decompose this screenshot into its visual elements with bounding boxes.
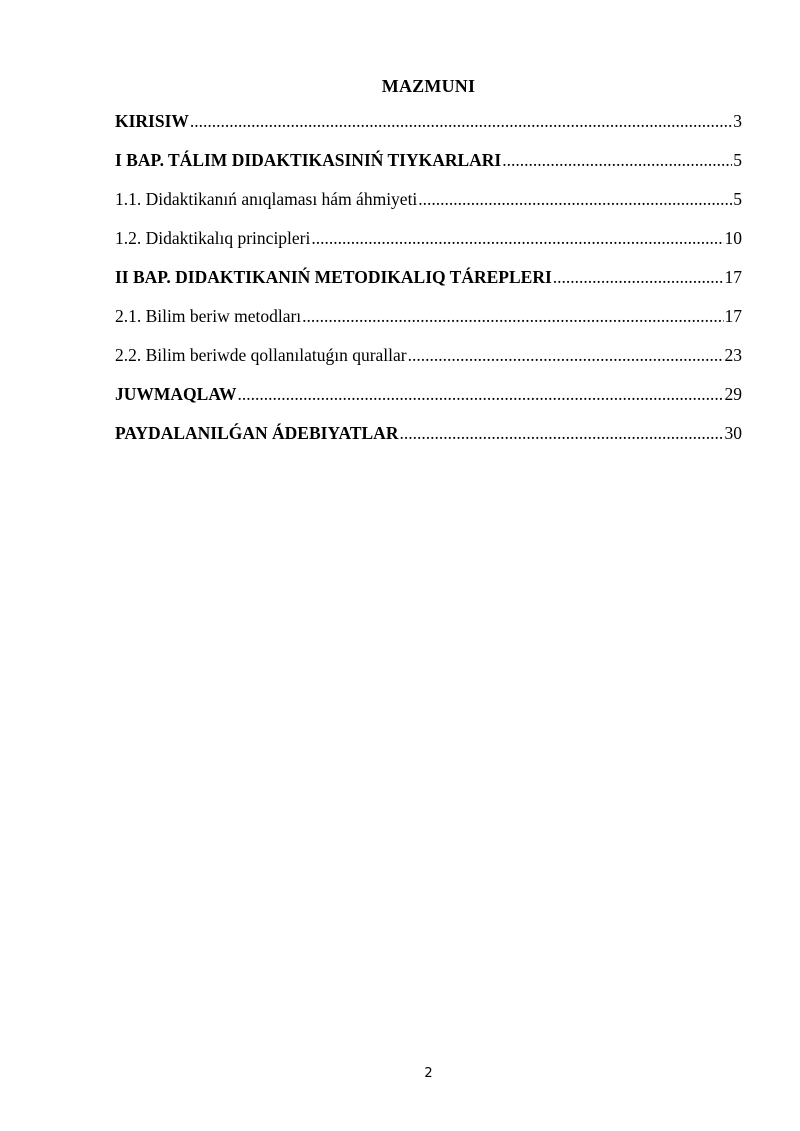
table-of-contents (115, 108, 742, 459)
toc-entry-page: 5 (733, 189, 742, 209)
toc-dot-leader (190, 108, 732, 134)
toc-entry-page: 23 (724, 345, 742, 365)
toc-entry-page: 30 (724, 423, 742, 443)
toc-entry-page: 3 (733, 111, 742, 131)
page-title: MAZMUNI (381, 76, 476, 96)
toc-dot-leader (553, 264, 724, 290)
toc-dot-leader (302, 303, 723, 329)
toc-dot-leader (311, 225, 723, 251)
toc-entry-page: 5 (733, 150, 742, 170)
toc-entry-label: KIRISIW (115, 111, 189, 131)
toc-entry-page: 10 (724, 228, 742, 248)
toc-entry-section-1-1[interactable] (115, 186, 742, 225)
toc-entry-chapter-1[interactable] (115, 147, 742, 186)
toc-dot-leader (502, 147, 732, 173)
toc-entry-page: 29 (724, 384, 742, 404)
toc-entry-label: II BAP. DIDAKTIKANIŃ METODIKALIQ TÁREPLERI (115, 267, 552, 287)
toc-entry-label: PAYDALANILǴAN ÁDEBIYATLAR (115, 423, 399, 443)
toc-entry-label: 1.1. Didaktikanıń anıqlaması hám áhmiyeti (115, 189, 418, 209)
toc-dot-leader (418, 186, 732, 212)
toc-entry-label: JUWMAQLAW (115, 384, 237, 404)
toc-entry-references[interactable] (115, 420, 742, 459)
toc-entry-chapter-2[interactable] (115, 264, 742, 303)
toc-entry-label: 2.2. Bilim beriwde qollanılatuǵın qurallar (115, 345, 407, 365)
toc-entry-introduction[interactable] (115, 108, 742, 147)
toc-entry-section-1-2[interactable] (115, 225, 742, 264)
toc-entry-page: 17 (724, 306, 742, 326)
toc-dot-leader (399, 420, 723, 446)
toc-entry-label: I BAP. TÁLIM DIDAKTIKASINIŃ TIYKARLARI (115, 150, 502, 170)
toc-entry-conclusion[interactable] (115, 381, 742, 420)
toc-dot-leader (408, 342, 724, 368)
toc-entry-section-2-1[interactable] (115, 303, 742, 342)
page-number: 2 (424, 1066, 433, 1081)
toc-entry-page: 17 (724, 267, 742, 287)
toc-entry-label: 1.2. Didaktikalıq principleri (115, 228, 311, 248)
toc-entry-label: 2.1. Bilim beriw metodları (115, 306, 302, 326)
toc-dot-leader (238, 381, 724, 407)
toc-entry-section-2-2[interactable] (115, 342, 742, 381)
